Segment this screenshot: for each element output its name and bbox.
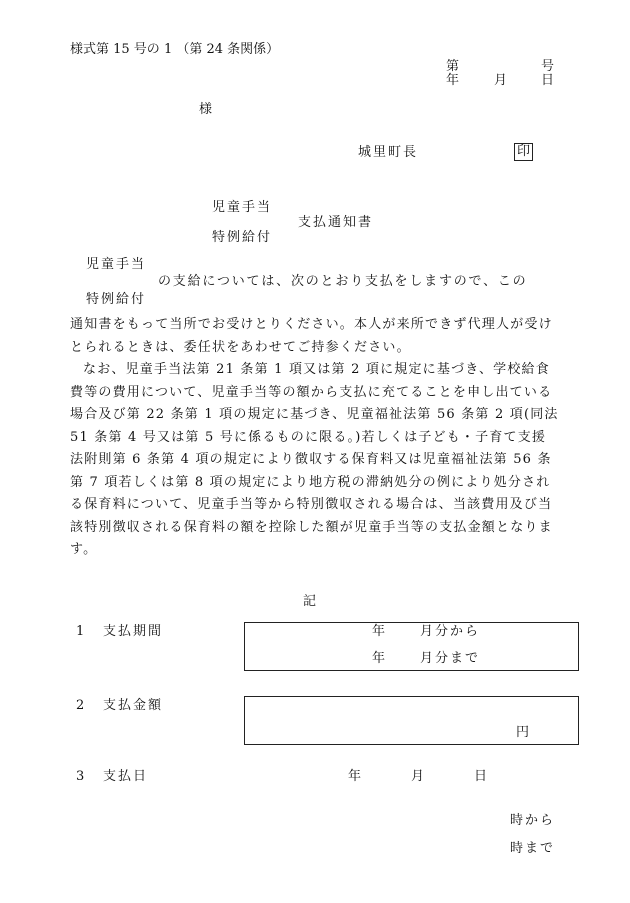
ki-heading: 記: [303, 594, 317, 609]
doc-number-go: 号: [541, 59, 555, 74]
item-3-label: 支払日: [103, 769, 149, 784]
title-line1: 児童手当: [212, 200, 273, 215]
intro-main: の支給については、次のとおり支払をしますので、この: [158, 274, 528, 289]
date-day: 日: [474, 769, 488, 784]
time-to: 時まで: [510, 841, 556, 856]
period-from-month: 月分から: [420, 624, 481, 639]
doc-number-dai: 第: [446, 59, 460, 74]
body-text: [70, 314, 560, 562]
item-2-number: 2: [76, 698, 85, 713]
date-month: 月: [411, 769, 425, 784]
issue-date-year: 年: [446, 73, 460, 88]
form-label: 様式第 15 号の 1 （第 24 条関係）: [70, 42, 280, 57]
time-from: 時から: [510, 813, 556, 828]
addressee-suffix: 様: [199, 102, 213, 117]
intro-line2: 特例給付: [86, 292, 147, 307]
amount-unit: 円: [516, 725, 530, 740]
item-1-label: 支払期間: [103, 624, 164, 639]
title-line2: 特例給付: [212, 230, 273, 245]
period-box[interactable]: [244, 622, 579, 671]
issuer-seal: 印: [514, 143, 533, 161]
item-3-number: 3: [76, 769, 85, 784]
period-to-year: 年: [372, 651, 386, 666]
item-2-label: 支払金額: [103, 698, 164, 713]
title-main: 支払通知書: [298, 215, 374, 230]
period-from-year: 年: [372, 624, 386, 639]
date-year: 年: [348, 769, 362, 784]
intro-line1: 児童手当: [86, 257, 147, 272]
item-1-number: 1: [76, 624, 85, 639]
paragraph-1: 通知書をもって当所でお受けとりください。本人が来所できず代理人が受けとられるときは、委任状をあわせてご持参ください。: [70, 317, 553, 355]
paragraph-2: なお、児童手当法第 21 条第 1 項又は第 2 項に規定に基づき、学校給食費等の費用について、児童手当等の額から支払に充てることを申し出ている場合及び第 22 条第 1 項の規定に基づき、児童福祉法第 56 条第 2 項(同法 51 条第 4 号又は第 5 号に係るものに限る。)若しくは子ども・子育て支援法附則第 6 条第 4 項の規定により徴収する保育料又は児童福祉法第 56 条第 7 項若しくは第 8 項の規定により地方税の滞納処分の例により処分される保育料について、児童手当等から特別徴収される場合は、当該費用及び当該特別徴収される保育料の額を控除した額が児童手当等の支払金額となります。: [70, 362, 559, 557]
issuer-title: 城里町長: [358, 145, 419, 160]
issue-date-month: 月: [494, 73, 508, 88]
period-to-month: 月分まで: [420, 651, 481, 666]
issue-date-day: 日: [541, 73, 555, 88]
